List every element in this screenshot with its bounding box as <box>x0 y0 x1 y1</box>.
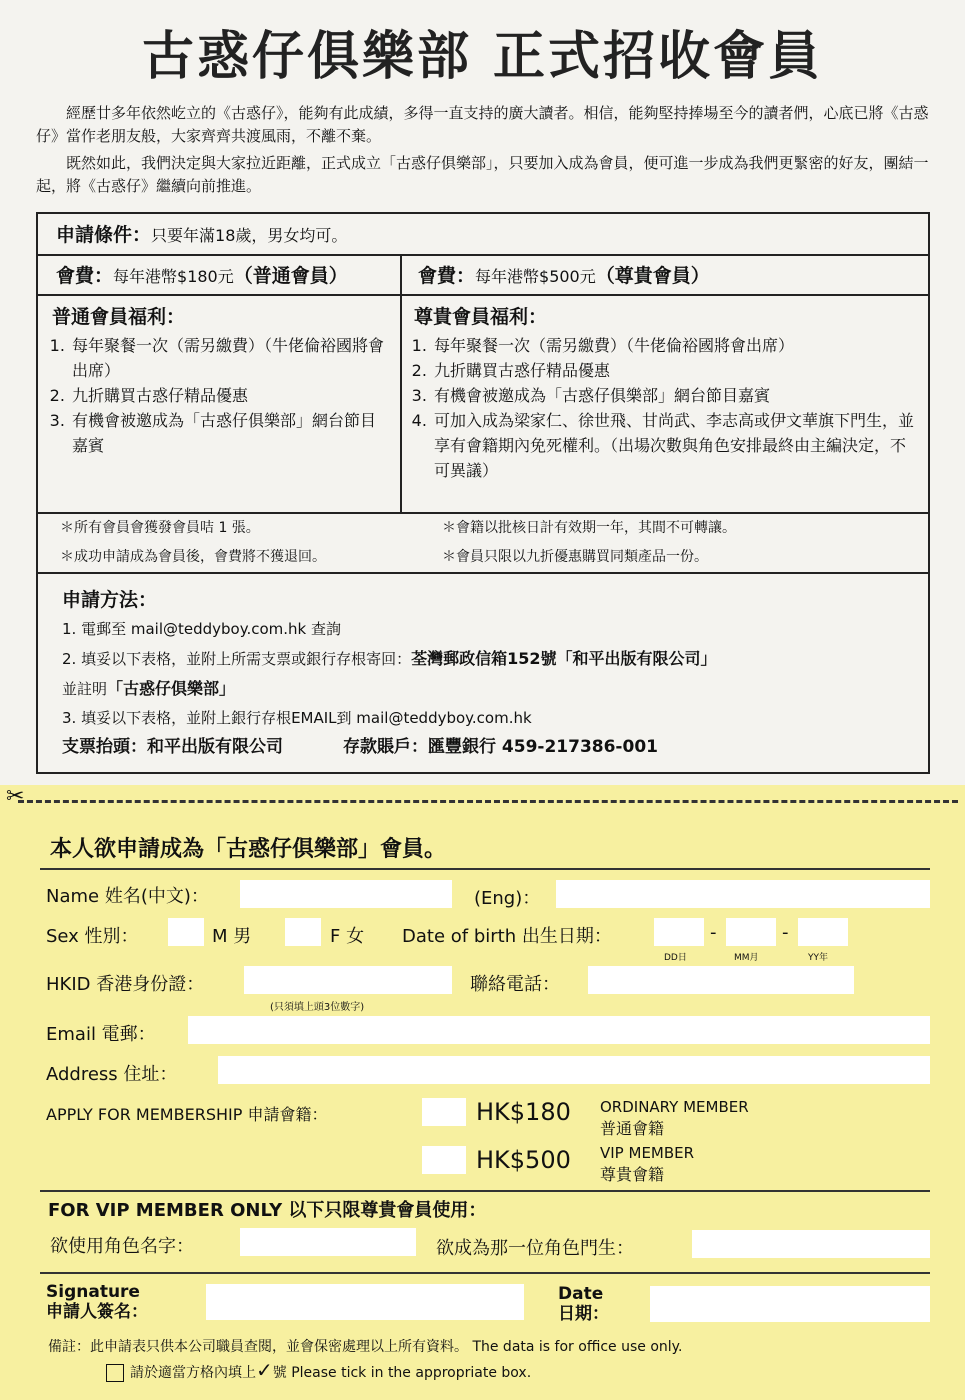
date-label <box>558 1284 609 1324</box>
vip-fee <box>418 261 710 288</box>
address-input[interactable] <box>218 1056 930 1084</box>
yy-hint: YY年 <box>808 953 828 963</box>
info-box <box>36 212 930 774</box>
method-step-2 <box>62 644 922 674</box>
ordinary-benefit-1: 1. 每年聚餐一次（需另繳費）（牛佬倫裕國將會出席） <box>70 333 390 383</box>
note-1: ＊所有會員會獲發會員咭 1 張。 <box>60 520 260 536</box>
dob-year-input[interactable] <box>798 918 848 946</box>
date-en: Date <box>558 1284 604 1304</box>
signature-zh: 申請人簽名： <box>46 1302 148 1322</box>
dob-label: Date of birth 出生日期： <box>402 926 612 947</box>
ordinary-checkbox[interactable] <box>422 1098 466 1126</box>
phone-input[interactable] <box>588 966 854 994</box>
male-checkbox[interactable] <box>168 918 204 946</box>
hkid-hint: (只須填上頭3位數字) <box>270 1002 365 1013</box>
method-title: 申請方法： <box>62 589 158 611</box>
payment-info <box>62 733 922 762</box>
dob-month-input[interactable] <box>726 918 776 946</box>
note-2: ＊會籍以批核日計有效期一年，其間不可轉讓。 <box>442 520 736 536</box>
tick-hint-text: 請於適當方格內填上 <box>130 1365 256 1381</box>
ordinary-benefits <box>52 302 390 458</box>
dd-hint: DD日 <box>664 953 687 963</box>
tick-icon: ✓ <box>256 1358 273 1382</box>
hkid-label: HKID 香港身份證： <box>46 974 205 995</box>
tick-instruction <box>106 1358 531 1382</box>
hkid-input[interactable] <box>244 966 452 994</box>
vip-benefit-1: 1. 每年聚餐一次（需另繳費）（牛佬倫裕國將會出席） <box>432 333 919 358</box>
bank-account: 存款賬戶：匯豐銀行 459-217386-001 <box>343 737 658 757</box>
cheque-payee: 支票抬頭：和平出版有限公司 <box>62 737 283 757</box>
male-label: M 男 <box>212 926 252 947</box>
note-4: ＊會員只限以九折優惠購買同類產品一份。 <box>442 549 708 565</box>
ordinary-zh-label: 普通會籍 <box>600 1119 665 1138</box>
signature-label <box>46 1282 148 1322</box>
apply-label: APPLY FOR MEMBERSHIP 申請會籍： <box>46 1105 328 1124</box>
vip-benefit-4: 4. 可加入成為梁家仁、徐世飛、甘尚武、李志高或伊文華旗下門生，並享有會籍期內免死權利。（出場次數與角色安排最終由主編決定，不可異議） <box>432 408 919 483</box>
mm-hint: MM月 <box>734 953 759 963</box>
ordinary-fee <box>56 261 348 288</box>
note-3: ＊成功申請成為會員後，會費將不獲退回。 <box>60 549 326 565</box>
form-heading: 本人欲申請成為「古惑仔俱樂部」會員。 <box>50 837 447 862</box>
conditions <box>56 220 347 247</box>
intro-paragraph-2: 既然如此，我們決定與大家拉近距離，正式成立「古惑仔俱樂部」，只要加入成為會員，便可進一步成為我們更緊密的好友，團結一起，將《古惑仔》繼續向前推進。 <box>36 154 929 195</box>
date-zh: 日期： <box>558 1304 609 1324</box>
email-label: Email 電郵： <box>46 1024 156 1045</box>
signature-input[interactable] <box>206 1284 524 1320</box>
ordinary-fee-type: （普通會員） <box>233 265 348 287</box>
method-step-1: 1. 電郵至 mail@teddyboy.com.hk 查詢 <box>62 620 341 638</box>
dob-dash-1: - <box>710 922 717 943</box>
disciple-label: 欲成為那一位角色門生： <box>436 1238 634 1259</box>
method-step-3: 3. 填妥以下表格，並附上銀行存根EMAIL到 mail@teddyboy.com.hk <box>62 709 532 727</box>
vip-zh-label: 尊貴會籍 <box>600 1165 665 1184</box>
method-step-2-text: 2. 填妥以下表格，並附上所需支票或銀行存根寄回： <box>62 650 412 668</box>
vip-benefits-title: 尊貴會員福利： <box>414 306 548 328</box>
conditions-label: 申請條件： <box>56 224 152 246</box>
vip-benefits <box>414 302 919 483</box>
vip-benefit-3: 3. 有機會被邀成為「古惑仔俱樂部」網台節目嘉賓 <box>432 383 919 408</box>
hk500-label: HK$500 <box>476 1146 571 1174</box>
conditions-text: 只要年滿18歲，男女均可。 <box>151 226 348 245</box>
ordinary-benefit-2: 2. 九折購買古惑仔精品優惠 <box>70 383 390 408</box>
vip-checkbox[interactable] <box>422 1146 466 1174</box>
intro-paragraph-1: 經歷廿多年依然屹立的《古惑仔》，能夠有此成績，多得一直支持的廣大讀者。相信，能夠堅持捧場至今的讀者們，心底已將《古惑仔》當作老朋友般，大家齊齊共渡風雨，不離不棄。 <box>36 104 929 145</box>
ordinary-fee-text: 每年港幣$180元 <box>113 267 234 286</box>
female-label: F 女 <box>330 926 365 947</box>
vip-fee-text: 每年港幣$500元 <box>475 267 596 286</box>
vip-benefit-2: 2. 九折購買古惑仔精品優惠 <box>432 358 919 383</box>
dob-dash-2: - <box>782 922 789 943</box>
method-step-2-note <box>62 674 922 704</box>
club-name-note: 「古惑仔俱樂部」 <box>107 679 236 698</box>
application-method <box>62 586 922 762</box>
mailing-address: 荃灣郵政信箱152號「和平出版有限公司」 <box>411 649 717 668</box>
ordinary-en-label: ORDINARY MEMBER <box>600 1098 749 1116</box>
scissors-icon: ✂ <box>6 784 25 809</box>
vip-fee-type: （尊貴會員） <box>595 265 710 287</box>
sex-label: Sex 性別： <box>46 926 139 947</box>
phone-label: 聯絡電話： <box>470 974 560 995</box>
name-label: Name 姓名(中文)： <box>46 886 209 907</box>
hk180-label: HK$180 <box>476 1098 571 1126</box>
vip-only-heading: FOR VIP MEMBER ONLY 以下只限尊貴會員使用： <box>48 1200 487 1221</box>
signature-en: Signature <box>46 1282 140 1302</box>
remark: 備註：此申請表只供本公司職員查閱，並會保密處理以上所有資料。 The data is for office use only. <box>48 1339 683 1355</box>
name-chinese-input[interactable] <box>240 880 452 908</box>
checkbox-icon <box>106 1364 124 1382</box>
female-checkbox[interactable] <box>285 918 321 946</box>
email-input[interactable] <box>188 1016 930 1044</box>
vip-fee-label: 會費： <box>418 265 476 287</box>
ordinary-fee-label: 會費： <box>56 265 114 287</box>
address-label: Address 住址： <box>46 1064 178 1085</box>
vip-en-label: VIP MEMBER <box>600 1144 695 1162</box>
name-english-input[interactable] <box>556 880 930 908</box>
dob-day-input[interactable] <box>654 918 704 946</box>
ordinary-benefits-title: 普通會員福利： <box>52 306 186 328</box>
role-name-label: 欲使用角色名字： <box>50 1236 194 1257</box>
cut-line <box>18 800 958 803</box>
disciple-input[interactable] <box>692 1230 930 1258</box>
tick-hint-text-2: 號 Please tick in the appropriate box. <box>272 1365 532 1381</box>
ordinary-benefit-3: 3. 有機會被邀成為「古惑仔俱樂部」網台節目嘉賓 <box>70 408 390 458</box>
page-title: 古惑仔俱樂部 正式招收會員 <box>141 27 824 87</box>
method-step-2-note-text: 並註明 <box>62 680 108 698</box>
intro <box>36 102 936 198</box>
date-input[interactable] <box>650 1286 930 1322</box>
eng-label: (Eng)： <box>474 888 541 909</box>
role-name-input[interactable] <box>240 1228 416 1256</box>
